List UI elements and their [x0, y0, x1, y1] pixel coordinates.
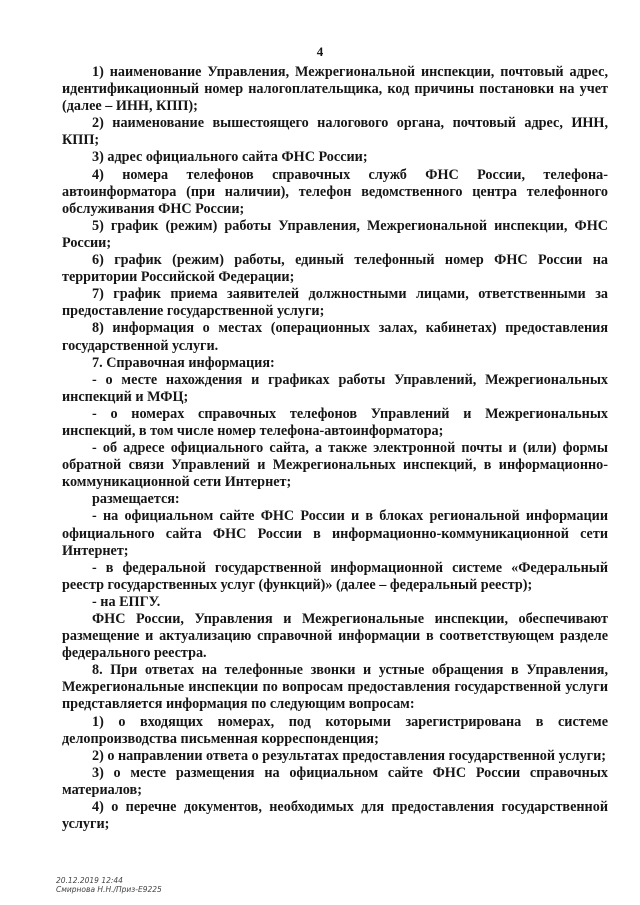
- paragraph: 7. Справочная информация:: [92, 354, 275, 371]
- paragraph: 1) о входящих номерах, под которыми зарегистрирована в системе делопроизводства письменная корреспонденция;: [62, 713, 608, 747]
- paragraph: 6) график (режим) работы, единый телефонный номер ФНС России на территории Российской Федерации;: [62, 252, 608, 286]
- paragraph: - на ЕПГУ.: [92, 593, 161, 610]
- paragraph: - об адресе официального сайта, а также электронной почты и (или) формы обратной связи Управлений и Межрегиональных инспекций, в информационно-коммуникационной сети Интернет;: [62, 440, 608, 491]
- footer-stamp: [56, 876, 162, 894]
- page-number: 4: [316, 44, 324, 59]
- paragraph: 2) наименование вышестоящего налогового органа, почтовый адрес, ИНН, КПП;: [62, 115, 608, 149]
- paragraph: 1) наименование Управления, Межрегиональной инспекции, почтовый адрес, идентификационный номер налогоплательщика, код причины постановки на учет (далее – ИНН, КПП);: [62, 64, 608, 115]
- paragraph: 8) информация о местах (операционных залах, кабинетах) предоставления государственной услуги.: [62, 320, 608, 354]
- paragraph: 7) график приема заявителей должностными лицами, ответственными за предоставление государственной услуги;: [62, 286, 608, 320]
- paragraph: 4) номера телефонов справочных служб ФНС России, телефона-автоинформатора (при наличии), телефон ведомственного центра телефонного обслуживания ФНС России;: [62, 166, 608, 217]
- paragraph: 3) адрес официального сайта ФНС России;: [92, 149, 368, 166]
- paragraph: размещается:: [92, 491, 180, 508]
- paragraph: 8. При ответах на телефонные звонки и устные обращения в Управления, Межрегиональные инспекции по вопросам предоставления государственной услуги представляется информация по следующим вопросам:: [62, 662, 608, 713]
- paragraph: ФНС России, Управления и Межрегиональные инспекции, обеспечивают размещение и актуализацию справочной информации в соответствующем разделе федерального реестра.: [62, 611, 608, 662]
- paragraph: - на официальном сайте ФНС России и в блоках региональной информации официального сайта ФНС России в информационно-коммуникационной сети Интернет;: [62, 508, 608, 559]
- paragraph: 5) график (режим) работы Управления, Межрегиональной инспекции, ФНС России;: [62, 217, 608, 251]
- paragraph: - о номерах справочных телефонов Управлений и Межрегиональных инспекций, в том числе номер телефона-автоинформатора;: [62, 405, 608, 439]
- stamp-date: 20.12.2019 12:44: [56, 876, 123, 885]
- paragraph: - в федеральной государственной информационной системе «Федеральный реестр государственных услуг (функций)» (далее – федеральный реестр);: [62, 559, 608, 593]
- document-body: [62, 64, 608, 833]
- paragraph: 4) о перечне документов, необходимых для предоставления государственной услуги;: [62, 799, 608, 833]
- paragraph: 3) о месте размещения на официальном сайте ФНС России справочных материалов;: [62, 764, 608, 798]
- paragraph: 2) о направлении ответа о результатах предоставления государственной услуги;: [92, 747, 606, 764]
- paragraph: - о месте нахождения и графиках работы Управлений, Межрегиональных инспекций и МФЦ;: [62, 371, 608, 405]
- stamp-ref: Смирнова Н.Н./Приз-Е9225: [56, 885, 162, 894]
